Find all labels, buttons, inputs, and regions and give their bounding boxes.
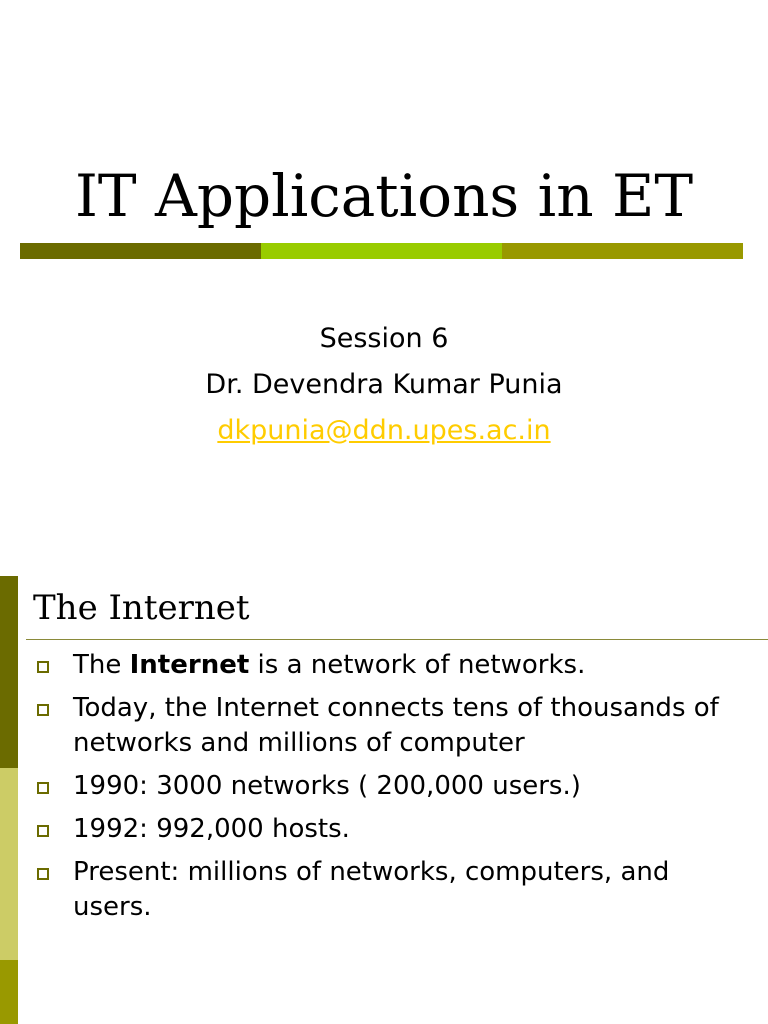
list-item: 1992: 992,000 hosts. (36, 812, 736, 847)
email-link[interactable]: dkpunia@ddn.upes.ac.in (217, 415, 551, 446)
session-label: Session 6 (319, 323, 449, 354)
list-item: Today, the Internet connects tens of thousands of networks and millions of computer (36, 691, 736, 761)
bullet-list (36, 648, 736, 933)
square-bullet-icon (37, 782, 49, 794)
title-divider-bar (20, 243, 743, 259)
square-bullet-icon (37, 825, 49, 837)
author-name: Dr. Devendra Kumar Punia (205, 369, 563, 400)
content-slide (0, 576, 768, 1024)
title-rule (26, 639, 768, 640)
list-item: Present: millions of networks, computers, and users. (36, 855, 736, 925)
list-item: The Internet is a network of networks. (36, 648, 736, 683)
subtitle-block (0, 316, 768, 454)
strip-segment-dark (0, 576, 18, 768)
strip-segment-light (0, 768, 18, 960)
divider-segment-olive (502, 243, 743, 259)
list-item: 1990: 3000 networks ( 200,000 users.) (36, 769, 736, 804)
divider-segment-light (261, 243, 502, 259)
strip-segment-olive (0, 960, 18, 1024)
square-bullet-icon (37, 661, 49, 673)
slide-title: IT Applications in ET (74, 162, 694, 230)
slide-title: The Internet (33, 588, 250, 628)
square-bullet-icon (37, 868, 49, 880)
square-bullet-icon (37, 704, 49, 716)
side-accent-strip (0, 576, 18, 1024)
divider-segment-dark (20, 243, 261, 259)
